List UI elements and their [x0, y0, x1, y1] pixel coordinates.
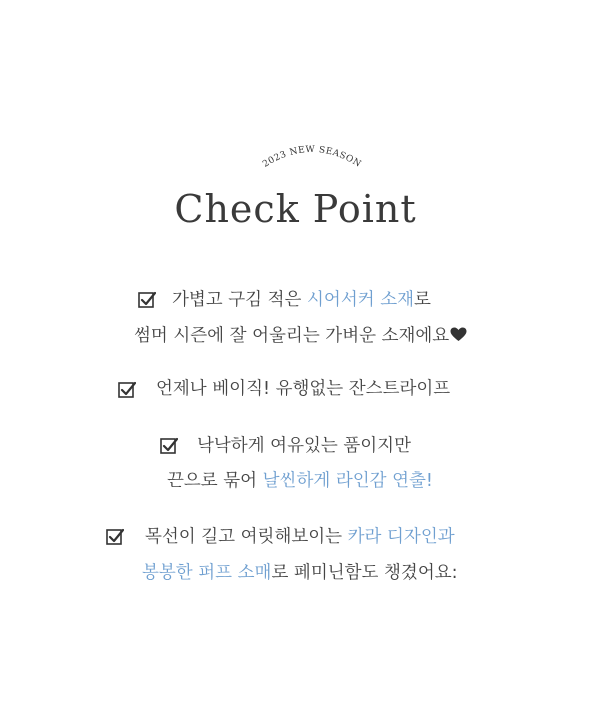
checkbox-checked-icon	[106, 528, 124, 546]
point-4-line-2	[142, 560, 458, 586]
point-1-text-after: 로	[414, 290, 431, 310]
point-2-line-1	[156, 376, 450, 402]
page-title: Check Point	[174, 187, 417, 231]
heart-icon	[450, 327, 467, 342]
point-4-highlight-2: 봉봉한 퍼프 소매	[142, 563, 272, 583]
season-arc-label	[0, 0, 591, 200]
season-arc-text: 2023 NEW SEASON	[261, 144, 363, 170]
point-3-text-2: 끈으로 묶어	[167, 471, 263, 491]
point-1-text-2: 썸머 시즌에 잘 어울리는 가벼운 소재에요	[134, 326, 450, 346]
point-1-line-1	[172, 287, 431, 313]
point-3-line-1	[197, 433, 411, 459]
checkbox-checked-icon	[138, 291, 156, 309]
checkbox-checked-icon	[160, 437, 178, 455]
point-4-highlight: 카라 디자인과	[347, 527, 455, 547]
point-3-highlight: 날씬하게 라인감 연출!	[262, 471, 433, 491]
point-4-line-1	[145, 524, 455, 550]
point-1-highlight: 시어서커 소재	[307, 290, 415, 310]
point-3-line-2	[167, 468, 433, 494]
point-4-text-2: 로 페미닌함도 챙겼어요:	[271, 563, 458, 583]
point-2-text: 언제나 베이직! 유행없는 잔스트라이프	[156, 379, 451, 399]
checkbox-checked-icon	[118, 381, 136, 399]
point-1-line-2	[134, 323, 467, 349]
point-3-text: 낙낙하게 여유있는 품이지만	[197, 436, 411, 456]
point-4-text: 목선이 길고 여릿해보이는	[145, 527, 348, 547]
point-1-text: 가볍고 구김 적은	[172, 290, 308, 310]
